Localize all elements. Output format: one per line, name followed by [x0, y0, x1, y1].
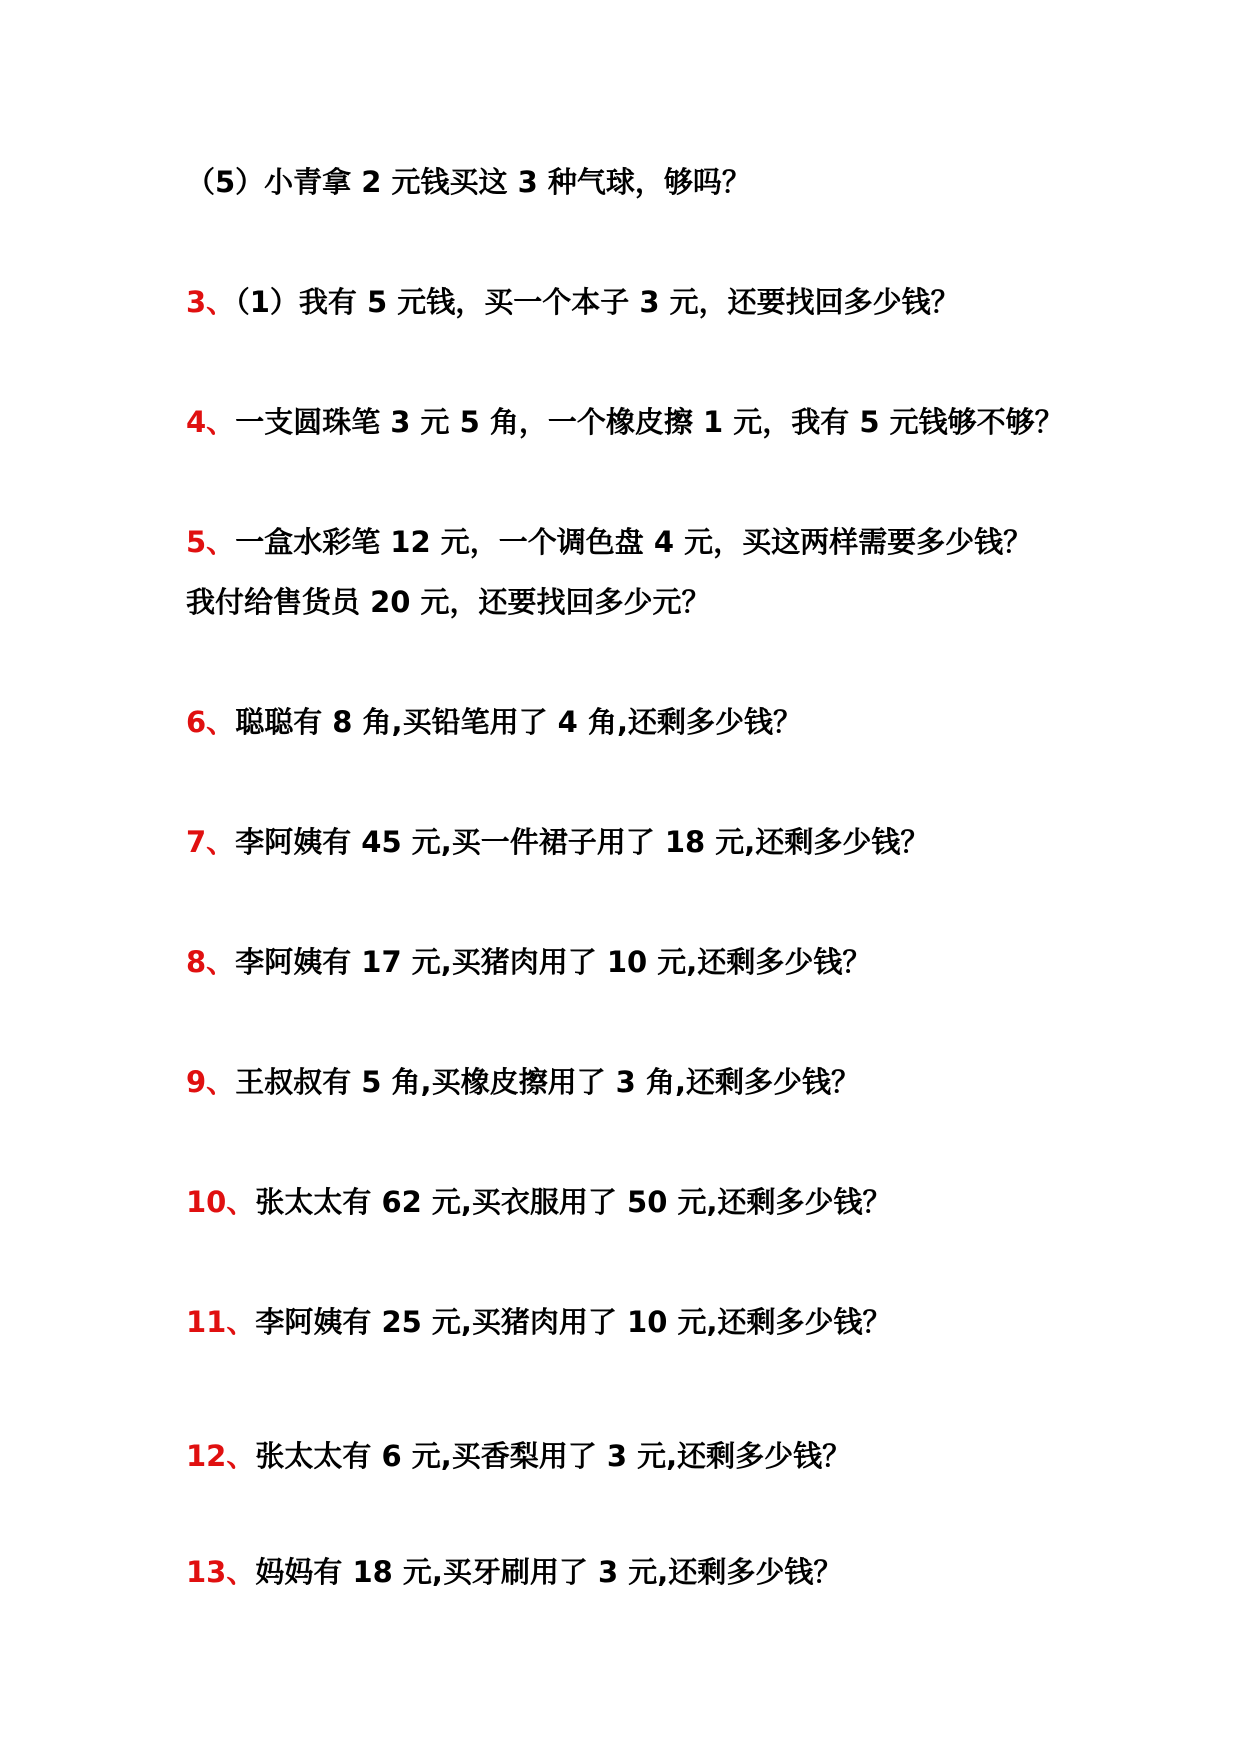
question-text: 张太太有 62 元,买衣服用了 50 元,还剩多少钱？ [255, 1185, 892, 1219]
question-text: 李阿姨有 25 元,买猪肉用了 10 元,还剩多少钱？ [255, 1305, 892, 1339]
question-12 [186, 1436, 851, 1476]
question-5-continuation [186, 582, 711, 622]
question-number: 5、 [186, 525, 236, 559]
question-number: 12、 [186, 1439, 256, 1473]
question-text: 李阿姨有 17 元,买猪肉用了 10 元,还剩多少钱？ [235, 945, 872, 979]
question-7 [186, 822, 929, 862]
question-text: 李阿姨有 45 元,买一件裙子用了 18 元,还剩多少钱？ [235, 825, 930, 859]
question-5 [186, 522, 1032, 562]
question-4 [186, 402, 1064, 442]
question-number: 9、 [186, 1065, 236, 1099]
question-number: 7、 [186, 825, 236, 859]
question-text: （1）我有 5 元钱，买一个本子 3 元，还要找回多少钱？ [235, 285, 960, 319]
question-9 [186, 1062, 860, 1102]
question-text: （5）小青拿 2 元钱买这 3 种气球，够吗？ [186, 165, 751, 199]
question-text: 一支圆珠笔 3 元 5 角，一个橡皮擦 1 元，我有 5 元钱够不够？ [235, 405, 1064, 439]
question-5-balloons [186, 162, 751, 202]
question-text: 王叔叔有 5 角,买橡皮擦用了 3 角,还剩多少钱？ [235, 1065, 860, 1099]
question-13 [186, 1552, 842, 1592]
question-text: 一盒水彩笔 12 元，一个调色盘 4 元，买这两样需要多少钱？ [235, 525, 1033, 559]
question-number: 8、 [186, 945, 236, 979]
question-6 [186, 702, 802, 742]
question-text: 妈妈有 18 元,买牙刷用了 3 元,还剩多少钱？ [255, 1555, 843, 1589]
question-number: 4、 [186, 405, 236, 439]
question-number: 10、 [186, 1185, 256, 1219]
question-number: 11、 [186, 1305, 256, 1339]
question-11 [186, 1302, 892, 1342]
question-3 [186, 282, 960, 322]
question-8 [186, 942, 871, 982]
question-number: 3、 [186, 285, 236, 319]
question-number: 6、 [186, 705, 236, 739]
question-text: 聪聪有 8 角,买铅笔用了 4 角,还剩多少钱？ [235, 705, 802, 739]
question-text-continuation: 我付给售货员 20 元，还要找回多少元？ [186, 585, 711, 619]
question-10 [186, 1182, 892, 1222]
question-text: 张太太有 6 元,买香梨用了 3 元,还剩多少钱？ [255, 1439, 852, 1473]
question-number: 13、 [186, 1555, 256, 1589]
